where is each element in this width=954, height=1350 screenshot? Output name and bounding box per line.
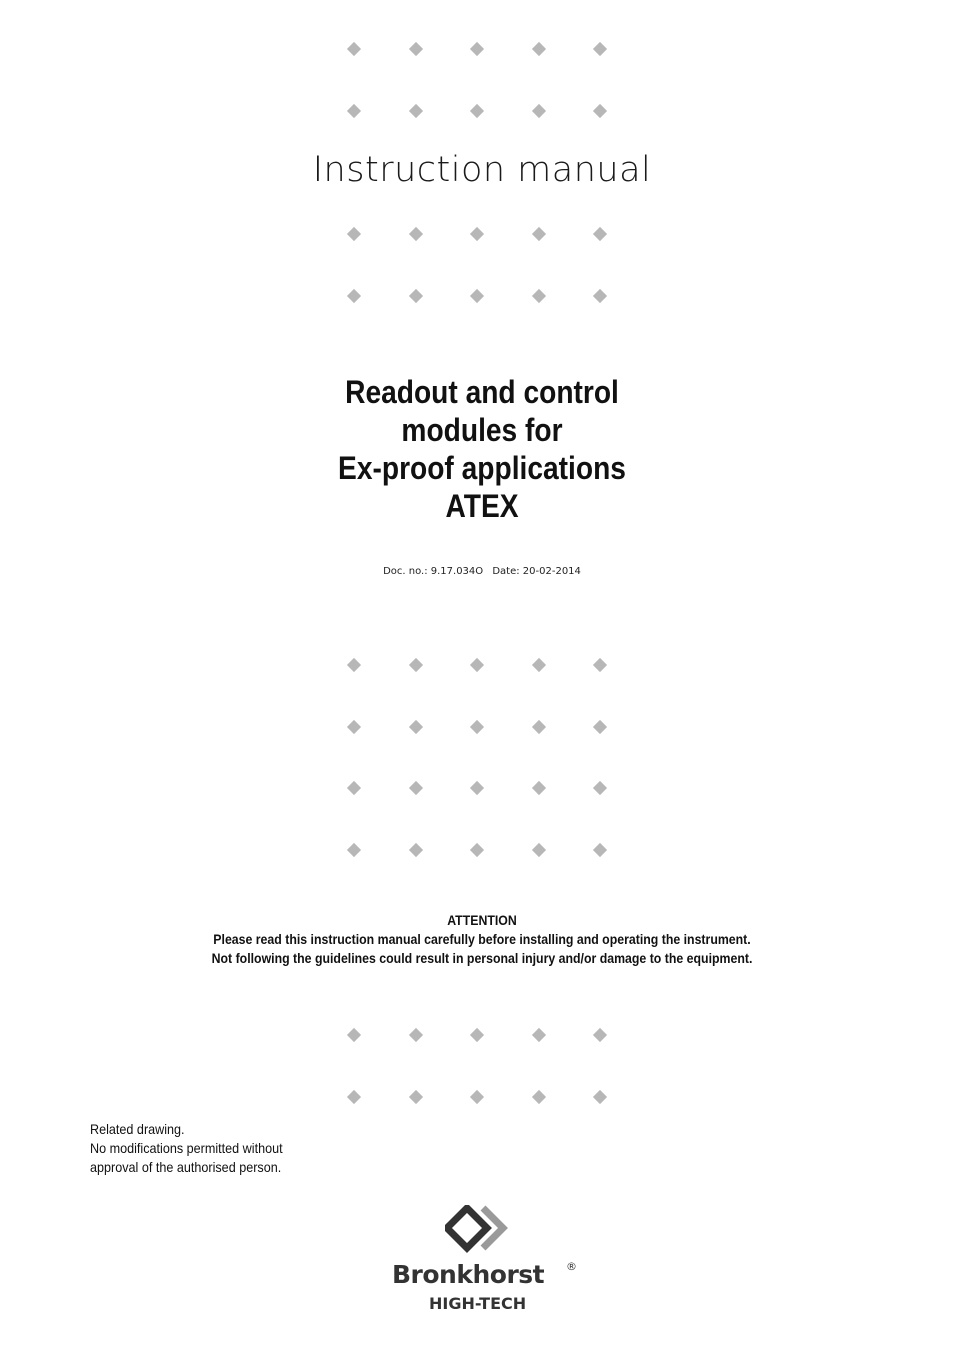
diamond-grid-upper <box>346 229 612 309</box>
document-number: Doc. no.: 9.17.034O <box>383 566 484 577</box>
diamond-icon <box>593 289 607 303</box>
diamond-grid-middle <box>346 660 612 860</box>
related-drawing-note <box>90 1120 283 1177</box>
product-title-line: Readout and control <box>345 374 619 410</box>
diamond-icon <box>409 289 423 303</box>
diamond-grid-top <box>346 44 612 124</box>
diamond-grid-lower <box>346 1030 612 1110</box>
diamond-icon <box>593 843 607 857</box>
diamond-icon <box>409 227 423 241</box>
diamond-icon <box>593 781 607 795</box>
diamond-icon <box>347 104 361 118</box>
product-title-line: Ex-proof applications <box>338 450 626 486</box>
diamond-icon <box>470 1090 484 1104</box>
diamond-icon <box>532 104 546 118</box>
diamond-icon <box>347 1090 361 1104</box>
product-title-line: modules for <box>401 412 563 448</box>
diamond-icon <box>409 658 423 672</box>
diamond-icon <box>532 42 546 56</box>
diamond-icon <box>532 843 546 857</box>
diamond-icon <box>470 1028 484 1042</box>
diamond-icon <box>593 42 607 56</box>
diamond-icon <box>347 781 361 795</box>
note-line: No modifications permitted without <box>90 1140 283 1156</box>
diamond-icon <box>409 843 423 857</box>
diamond-icon <box>532 720 546 734</box>
diamond-icon <box>470 42 484 56</box>
diamond-icon <box>409 1090 423 1104</box>
attention-heading: ATTENTION <box>447 912 517 928</box>
diamond-icon <box>470 658 484 672</box>
diamond-icon <box>409 104 423 118</box>
diamond-icon <box>470 843 484 857</box>
diamond-icon <box>532 227 546 241</box>
brand-subtitle: HIGH-TECH <box>429 1294 527 1313</box>
diamond-icon <box>470 227 484 241</box>
product-title <box>58 373 906 525</box>
registered-mark: ® <box>566 1260 577 1273</box>
diamond-icon <box>347 227 361 241</box>
diamond-icon <box>409 720 423 734</box>
document-date: Date: 20-02-2014 <box>492 566 581 577</box>
diamond-icon <box>470 781 484 795</box>
bronkhorst-logo <box>390 1205 590 1315</box>
diamond-icon <box>532 1028 546 1042</box>
attention-notice <box>58 911 906 968</box>
diamond-icon <box>470 104 484 118</box>
diamond-icon <box>347 720 361 734</box>
bronkhorst-diamond-logo-icon <box>445 1205 515 1255</box>
diamond-icon <box>470 289 484 303</box>
diamond-icon <box>347 42 361 56</box>
diamond-icon <box>409 781 423 795</box>
diamond-icon <box>532 781 546 795</box>
diamond-icon <box>347 658 361 672</box>
note-line: approval of the authorised person. <box>90 1159 282 1175</box>
diamond-icon <box>593 227 607 241</box>
note-line: Related drawing. <box>90 1121 185 1137</box>
brand-name: Bronkhorst <box>392 1260 545 1289</box>
diamond-icon <box>347 289 361 303</box>
attention-line: Not following the guidelines could result in personal injury and/or damage to the equipment. <box>211 950 753 966</box>
diamond-icon <box>593 720 607 734</box>
diamond-icon <box>532 289 546 303</box>
diamond-icon <box>532 658 546 672</box>
diamond-icon <box>593 104 607 118</box>
manual-title: Instruction manual <box>312 150 652 190</box>
diamond-icon <box>347 1028 361 1042</box>
document-info <box>0 566 954 577</box>
diamond-icon <box>347 843 361 857</box>
product-title-line: ATEX <box>445 488 519 524</box>
diamond-icon <box>593 1090 607 1104</box>
diamond-icon <box>409 42 423 56</box>
diamond-icon <box>593 1028 607 1042</box>
diamond-icon <box>532 1090 546 1104</box>
attention-line: Please read this instruction manual carefully before installing and operating the instrument. <box>213 931 751 947</box>
diamond-icon <box>470 720 484 734</box>
diamond-icon <box>593 658 607 672</box>
diamond-icon <box>409 1028 423 1042</box>
